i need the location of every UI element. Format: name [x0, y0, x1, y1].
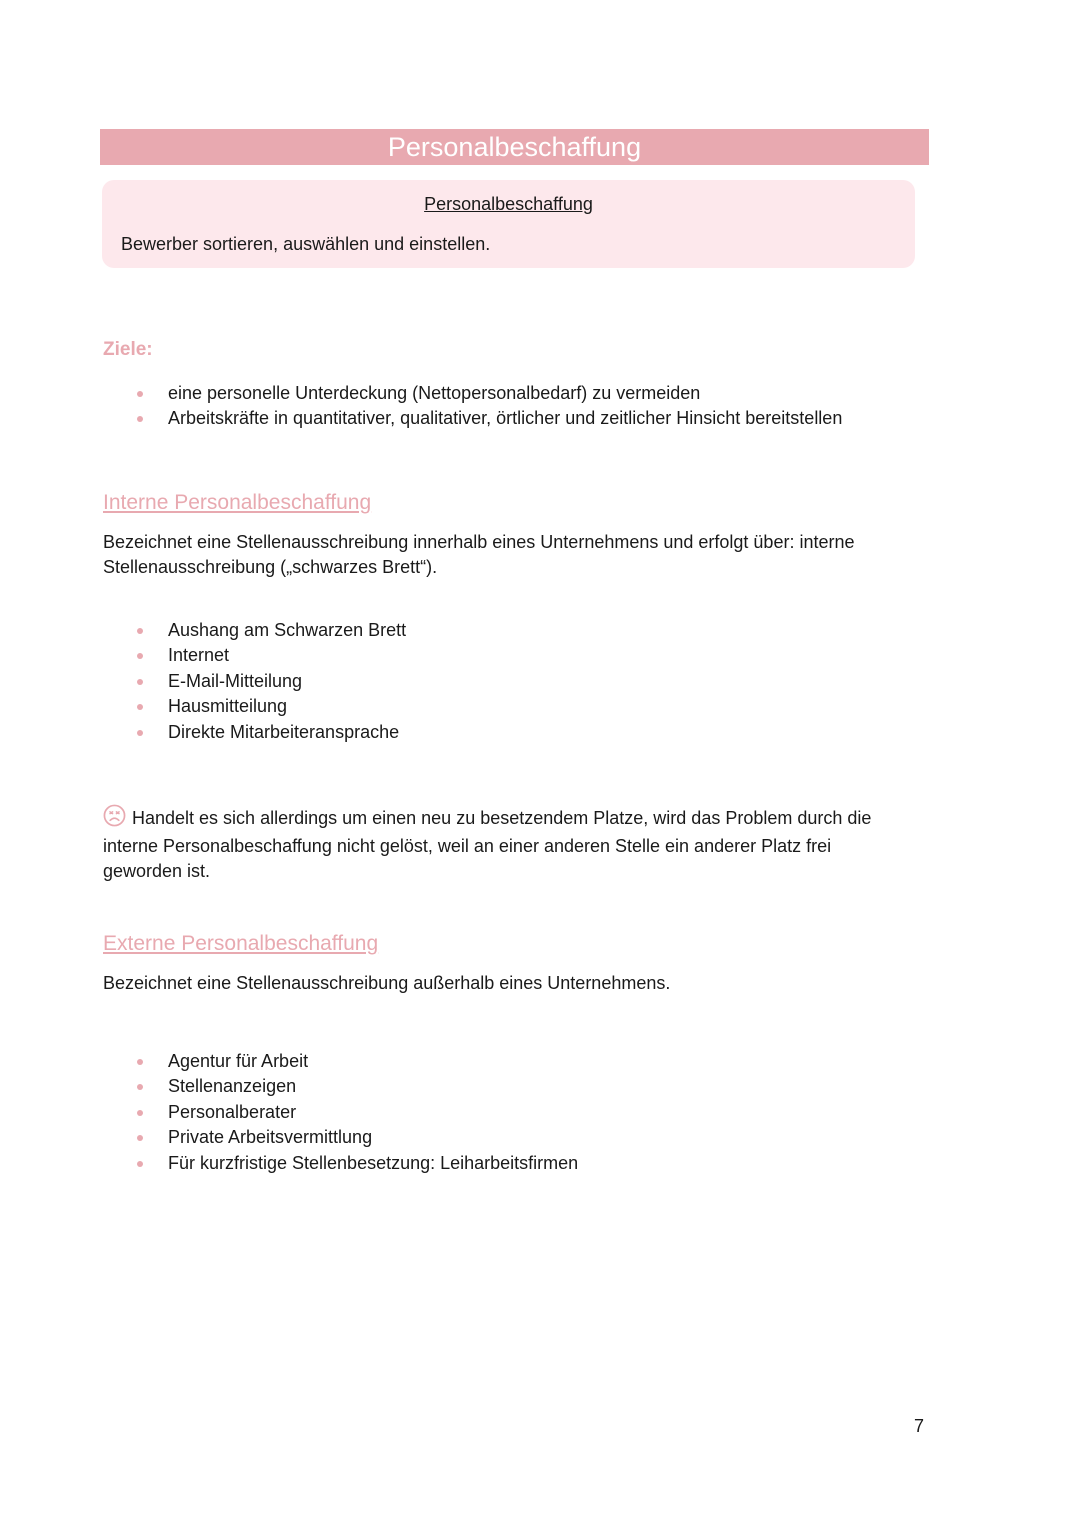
definition-text: Bewerber sortieren, auswählen und einstellen.	[121, 234, 491, 254]
list-item	[135, 720, 406, 745]
list-item-text: Hausmitteilung	[168, 696, 288, 717]
internal-heading: Interne Personalbeschaffung	[103, 491, 372, 514]
bullet-icon	[137, 704, 143, 710]
bullet-icon	[137, 1161, 143, 1167]
bullet-icon	[137, 1135, 143, 1141]
list-item-text: Stellenanzeigen	[168, 1076, 297, 1097]
list-item-text: E-Mail-Mitteilung	[168, 670, 303, 691]
internal-list	[135, 618, 406, 745]
external-list	[135, 1049, 578, 1176]
bullet-icon	[137, 391, 143, 397]
bullet-icon	[137, 1084, 143, 1090]
internal-note-text: Handelt es sich allerdings um einen neu zu besetzendem Platze, wird das Problem durch die interne Personalbeschaffung nicht gelöst, weil an einer anderen Stelle ein anderer Platz frei geworden ist.	[103, 808, 872, 881]
list-item-text: eine personelle Unterdeckung (Nettopersonalbedarf) zu vermeiden	[168, 383, 701, 403]
bullet-icon	[137, 416, 143, 422]
page-number: 7	[914, 1416, 925, 1436]
list-item-text: Direkte Mitarbeiteransprache	[168, 721, 400, 742]
list-item-text: Aushang am Schwarzen Brett	[168, 620, 407, 640]
internal-description: Bezeichnet eine Stellenausschreibung innerhalb eines Unternehmens und erfolgt über: interne Stellenausschreibung („schwarzes Brett“).	[103, 532, 855, 577]
list-item	[135, 406, 842, 431]
list-item-text: Für kurzfristige Stellenbesetzung: Leiharbeitsfirmen	[168, 1152, 579, 1173]
list-item	[135, 1125, 578, 1150]
list-item	[135, 1074, 578, 1099]
list-item	[135, 1049, 578, 1074]
list-item-text: Internet	[168, 645, 230, 666]
internal-note	[103, 804, 893, 884]
list-item-text: Personalberater	[168, 1101, 297, 1122]
list-item-text: Agentur für Arbeit	[168, 1051, 309, 1071]
goals-list	[135, 381, 842, 432]
list-item-text: Private Arbeitsvermittlung	[168, 1127, 373, 1148]
list-item-text: Arbeitskräfte in quantitativer, qualitativer, örtlicher und zeitlicher Hinsicht bereitstellen	[168, 408, 843, 429]
bullet-icon	[137, 653, 143, 659]
list-item	[135, 618, 406, 643]
list-item	[135, 1100, 578, 1125]
list-item	[135, 694, 406, 719]
goals-label: Ziele:	[103, 339, 153, 360]
list-item	[135, 643, 406, 668]
page-title: Personalbeschaffung	[100, 129, 929, 165]
list-item	[135, 669, 406, 694]
definition-box	[102, 180, 915, 268]
external-heading: Externe Personalbeschaffung	[103, 932, 379, 955]
bullet-icon	[137, 1059, 143, 1065]
bullet-icon	[137, 1110, 143, 1116]
definition-title: Personalbeschaffung	[424, 194, 593, 214]
sad-face-icon	[103, 804, 126, 834]
list-item	[135, 381, 842, 406]
bullet-icon	[137, 628, 143, 634]
list-item	[135, 1151, 578, 1176]
bullet-icon	[137, 730, 143, 736]
external-description: Bezeichnet eine Stellenausschreibung außerhalb eines Unternehmens.	[103, 973, 671, 993]
bullet-icon	[137, 679, 143, 685]
